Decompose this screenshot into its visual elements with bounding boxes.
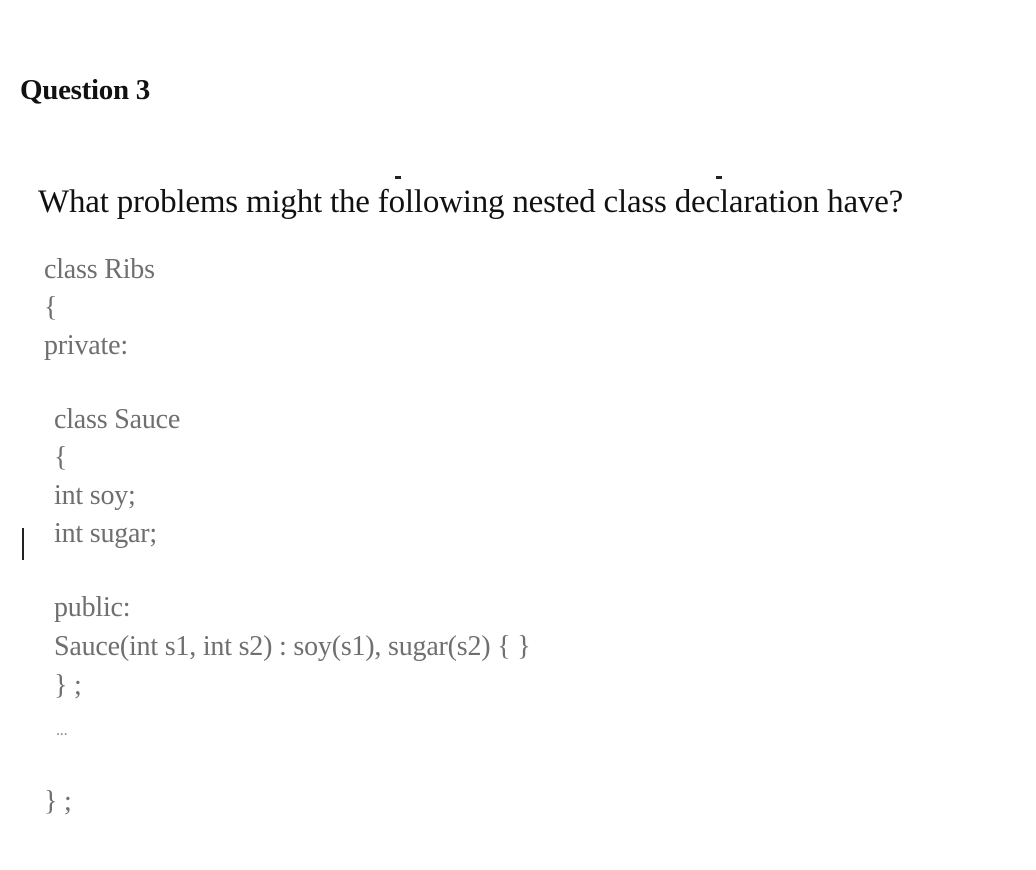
code-line-open-brace-outer: { <box>44 292 58 323</box>
code-line-close-brace-inner: } ; <box>54 670 82 701</box>
question-header: Question 3 <box>20 74 150 106</box>
dash-mark-right <box>716 176 722 179</box>
code-line-ellipsis: ... <box>56 722 68 739</box>
code-line-open-brace-inner: { <box>54 442 68 473</box>
code-line-private: private: <box>44 330 128 361</box>
code-line-class-sauce: class Sauce <box>54 404 181 435</box>
code-line-int-soy: int soy; <box>54 480 136 511</box>
code-line-close-brace-outer: } ; <box>44 786 72 817</box>
code-line-constructor: Sauce(int s1, int s2) : soy(s1), sugar(s2) { } <box>54 631 531 662</box>
code-line-int-sugar: int sugar; <box>54 518 157 549</box>
text-cursor <box>22 528 24 560</box>
code-line-class-ribs: class Ribs <box>44 254 155 285</box>
dash-mark-left <box>395 176 401 179</box>
question-prompt: What problems might the following nested class declaration have? <box>38 184 904 220</box>
code-line-public: public: <box>54 592 131 623</box>
